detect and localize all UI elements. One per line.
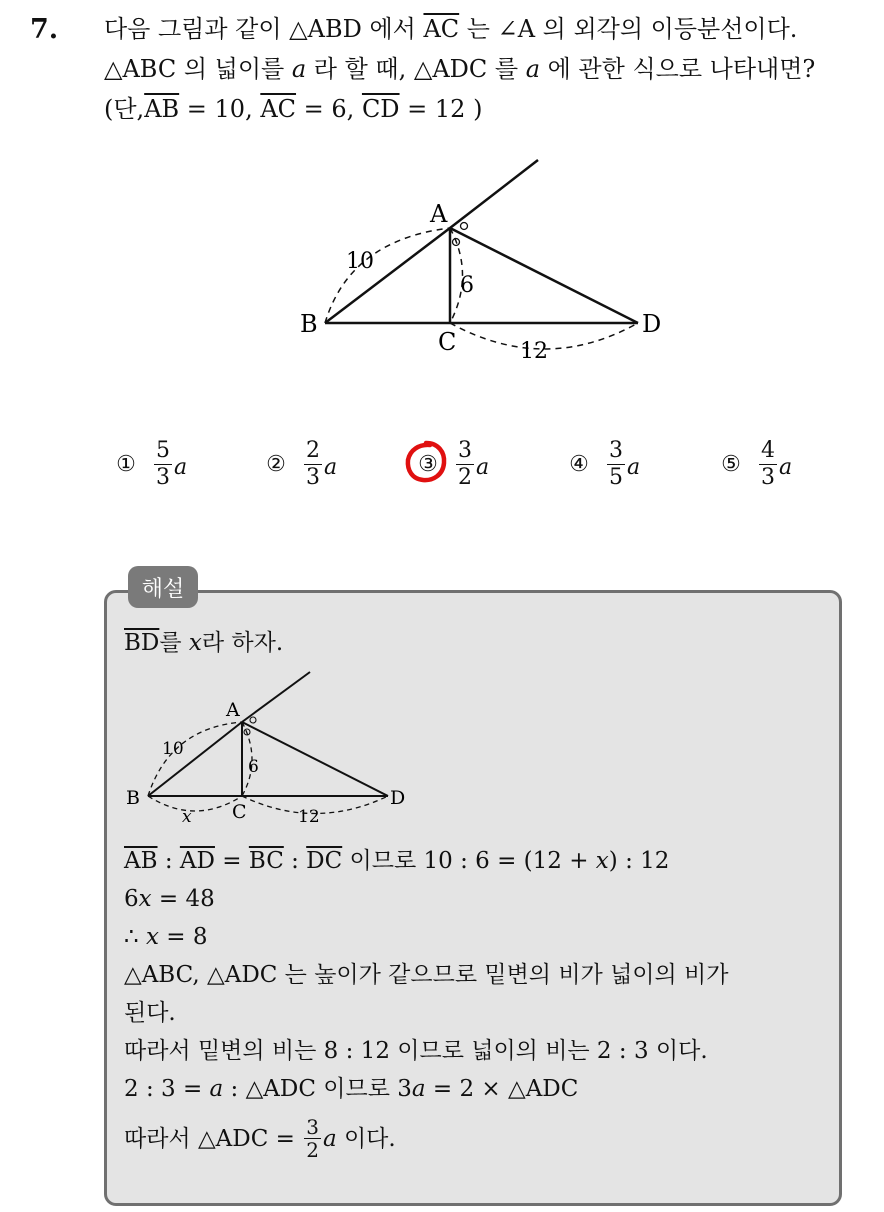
choice-5[interactable]: ⑤ $\frac{4}{3}$ a [717, 438, 792, 491]
fraction: $\frac{2}{3}$ [306, 438, 320, 490]
question-line-3: (단$,\overline{AB} = 10$, $\overline{AC} = 6$, $\overline{CD} = 12$ ) [104, 95, 483, 123]
fraction: $\frac{3}{2}$ [458, 438, 472, 490]
solution-triangle-figure [120, 666, 420, 836]
label-C: C [438, 328, 457, 356]
choice-1[interactable]: ① $\frac{5}{3}$ a [112, 438, 187, 491]
choice-mark: ② [266, 452, 286, 477]
solution-label-B: B [126, 787, 140, 809]
length-CD: 12 [520, 339, 548, 364]
label-B: B [300, 310, 318, 338]
solution-line-8: 2 : 3 = a : △ADC 이므로 3a = 2 × △ADC [124, 1076, 579, 1102]
length-AB: 10 [346, 249, 374, 274]
solution-fraction: $\frac{3}{2}$ [306, 1115, 319, 1162]
solution-label-C: C [232, 801, 247, 823]
solution-line-5: △ABC, △ADC 는 높이가 같으므로 밑변의 비가 넓이의 비가 [124, 962, 729, 988]
fraction: $\frac{4}{3}$ [761, 438, 775, 490]
choice-4[interactable]: ④ $\frac{3}{5}$ a [565, 438, 640, 491]
question-line-2: △ABC 의 넓이를 a 라 할 때, △ADC 를 a 에 관한 식으로 나타내면? [104, 55, 816, 83]
solution-label-A: A [226, 699, 240, 721]
solution-length-CD: 12 [298, 807, 320, 827]
label-A: A [430, 200, 448, 228]
length-AC: 6 [460, 273, 474, 298]
solution-line-9: 따라서 △ADC = $\frac{3}{2}$ a 이다. [124, 1115, 396, 1162]
choice-mark: ⑤ [721, 452, 741, 477]
solution-label-D: D [390, 787, 406, 809]
choice-2[interactable]: ② $\frac{2}{3}$ a [262, 438, 337, 491]
choice-mark: ④ [569, 452, 589, 477]
fraction: $\frac{5}{3}$ [156, 438, 170, 490]
question-number: 7. [30, 14, 59, 45]
question-line-1: 다음 그림과 같이 △ABD 에서 $\overline{AC}$ 는 ∠A 의 외각의 이등분선이다. [104, 15, 798, 43]
solution-line-4: ∴ x = 8 [124, 924, 208, 950]
solution-length-BC: x [182, 807, 192, 827]
solution-line-1: $\overline{BD}$를 x라 하자. [124, 630, 284, 656]
triangle-figure [290, 150, 690, 370]
solution-length-AB: 10 [162, 739, 184, 759]
solution-length-AC: 6 [248, 757, 259, 777]
solution-line-6: 된다. [124, 1000, 176, 1026]
solution-line-3: 6x = 48 [124, 886, 215, 912]
fraction: $\frac{3}{5}$ [609, 438, 623, 490]
solution-line-2: $\overline{AB}$ : $\overline{AD} = \overline{BC}$ : $\overline{DC}$ 이므로 10 : 6 = (12 + x) : 12 [124, 848, 670, 874]
choice-3[interactable]: ③ $\frac{3}{2}$ a [414, 438, 489, 491]
choice-mark: ① [116, 452, 136, 477]
solution-tab: 해설 [128, 566, 198, 608]
solution-line-7: 따라서 밑변의 비는 8 : 12 이므로 넓이의 비는 2 : 3 이다. [124, 1038, 708, 1064]
label-D: D [642, 310, 662, 338]
choice-mark: ③ [414, 452, 442, 477]
